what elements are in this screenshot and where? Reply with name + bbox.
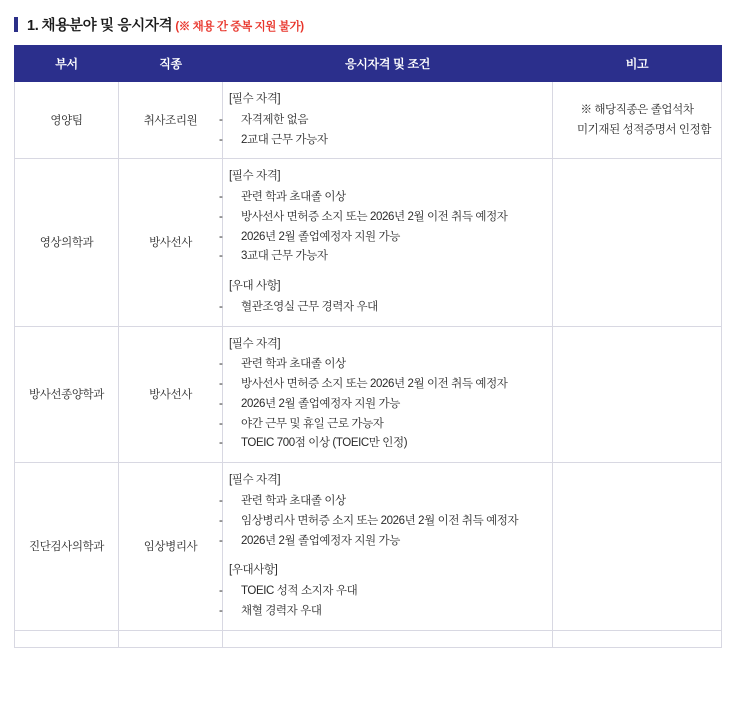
cell-note xyxy=(553,82,722,159)
cell-department: 영상의학과 xyxy=(15,159,119,326)
condition-spacer xyxy=(229,267,546,277)
cell-conditions xyxy=(219,463,553,630)
condition-item xyxy=(219,492,546,512)
cell-job: 방사선사 xyxy=(119,326,223,463)
table-header-row xyxy=(15,46,722,82)
cell-note xyxy=(553,159,722,326)
condition-group-label: [필수 자격] xyxy=(229,337,281,350)
condition-item-text: 임상병리사 면허증 소지 또는 2026년 2월 이전 취득 예정자 xyxy=(241,514,519,527)
bullet-dash-icon: - xyxy=(219,534,223,547)
cell-note xyxy=(553,463,722,630)
bullet-dash-icon: - xyxy=(219,585,223,598)
condition-item xyxy=(219,395,546,415)
condition-item xyxy=(219,512,546,532)
bullet-dash-icon: - xyxy=(219,250,223,263)
cell-department xyxy=(15,630,119,647)
condition-item xyxy=(219,111,546,131)
condition-item-text: 2026년 2월 졸업예정자 지원 가능 xyxy=(241,397,400,410)
cell-job xyxy=(119,630,223,647)
bullet-dash-icon: - xyxy=(219,300,223,313)
cell-department: 영양팀 xyxy=(15,82,119,159)
condition-item-text: 3교대 근무 가능자 xyxy=(241,250,328,263)
condition-item xyxy=(219,298,546,318)
cell-conditions xyxy=(219,159,553,326)
cell-department: 방사선종양학과 xyxy=(15,326,119,463)
condition-item xyxy=(219,247,546,267)
bullet-dash-icon: - xyxy=(219,437,223,450)
cell-job: 방사선사 xyxy=(119,159,223,326)
condition-item xyxy=(219,415,546,435)
section-note: (※ 채용 간 중복 지원 불가) xyxy=(175,21,304,33)
table-row xyxy=(15,630,722,647)
condition-group-label: [필수 자격] xyxy=(229,93,281,105)
condition-item-text: TOEIC 700점 이상 (TOEIC만 인정) xyxy=(241,437,408,450)
bullet-dash-icon: - xyxy=(219,604,223,617)
column-header-conditions: 응시자격 및 조건 xyxy=(223,46,553,82)
column-header-dept: 부서 xyxy=(15,46,119,82)
condition-item xyxy=(219,602,546,622)
note-line: ※ 해당직종은 졸업석차 xyxy=(580,104,694,117)
table-row xyxy=(15,159,722,326)
condition-item-text: 관련 학과 초대졸 이상 xyxy=(241,191,346,204)
bullet-dash-icon: - xyxy=(219,358,223,371)
column-header-note: 비고 xyxy=(553,46,722,82)
bullet-dash-icon: - xyxy=(219,495,223,508)
bullet-dash-icon: - xyxy=(219,191,223,204)
condition-group-label: [필수 자격] xyxy=(229,170,281,183)
condition-item-text: 2026년 2월 졸업예정자 지원 가능 xyxy=(241,534,400,547)
note-line: 미기재된 성적증명서 인정함 xyxy=(576,124,712,137)
cell-note xyxy=(553,630,722,647)
condition-item-text: 방사선사 면허증 소지 또는 2026년 2월 이전 취득 예정자 xyxy=(241,210,508,223)
cell-department: 진단검사의학과 xyxy=(15,463,119,630)
condition-group-label: [우대 사항] xyxy=(229,280,281,293)
condition-item-text: 야간 근무 및 휴일 근로 가능자 xyxy=(241,417,384,430)
bullet-dash-icon: - xyxy=(219,514,223,527)
recruitment-table xyxy=(14,45,722,648)
bullet-dash-icon: - xyxy=(219,210,223,223)
condition-group-label: [필수 자격] xyxy=(229,474,281,487)
bullet-dash-icon: - xyxy=(219,230,223,243)
cell-job: 취사조리원 xyxy=(119,82,223,159)
condition-item-text: 관련 학과 초대졸 이상 xyxy=(241,495,346,508)
table-body xyxy=(15,82,722,648)
section-heading-text: 채용분야 및 응시자격 xyxy=(41,18,173,34)
cell-conditions xyxy=(219,82,553,159)
column-header-job: 직종 xyxy=(119,46,223,82)
cell-note xyxy=(553,326,722,463)
condition-item xyxy=(219,434,546,454)
condition-item-text: 자격제한 없음 xyxy=(241,113,309,126)
cell-conditions xyxy=(223,630,553,647)
condition-item xyxy=(219,355,546,375)
condition-group-label: [우대사항] xyxy=(229,564,278,577)
cell-job: 임상병리사 xyxy=(119,463,223,630)
title-accent-bar xyxy=(14,17,18,32)
condition-item xyxy=(219,582,546,602)
condition-item-text: 혈관조영실 근무 경력자 우대 xyxy=(241,300,378,313)
condition-item xyxy=(219,228,546,248)
bullet-dash-icon: - xyxy=(219,378,223,391)
bullet-dash-icon: - xyxy=(219,113,223,126)
condition-item xyxy=(219,532,546,552)
condition-item-text: 채혈 경력자 우대 xyxy=(241,604,322,617)
bullet-dash-icon: - xyxy=(219,417,223,430)
table-row xyxy=(15,82,722,159)
condition-item xyxy=(219,188,546,208)
cell-conditions xyxy=(219,326,553,463)
condition-item-text: 방사선사 면허증 소지 또는 2026년 2월 이전 취득 예정자 xyxy=(241,378,508,391)
bullet-dash-icon: - xyxy=(219,133,223,146)
page-title xyxy=(14,14,737,35)
bullet-dash-icon: - xyxy=(219,397,223,410)
condition-item-text: TOEIC 성적 소지자 우대 xyxy=(241,585,358,598)
condition-item xyxy=(219,208,546,228)
condition-item-text: 관련 학과 초대졸 이상 xyxy=(241,358,346,371)
document-page xyxy=(0,14,737,648)
condition-item xyxy=(219,131,546,151)
condition-item-text: 2026년 2월 졸업예정자 지원 가능 xyxy=(241,230,400,243)
condition-spacer xyxy=(229,551,546,561)
table-row xyxy=(15,463,722,630)
table-row xyxy=(15,326,722,463)
condition-item xyxy=(219,375,546,395)
section-number: 1. xyxy=(27,18,39,34)
condition-item-text: 2교대 근무 가능자 xyxy=(241,133,328,146)
